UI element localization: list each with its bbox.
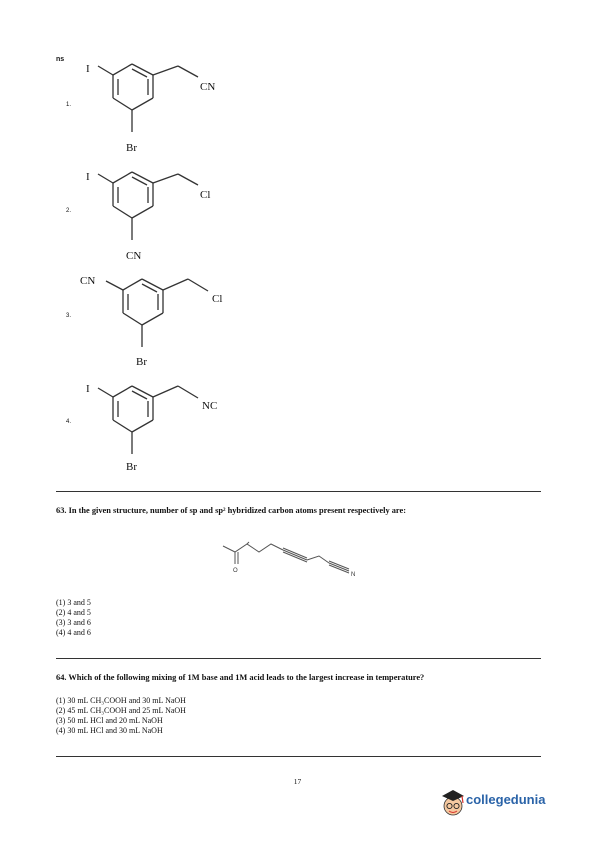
substituent-top-left: CN <box>80 275 96 287</box>
molecule-option-2 <box>60 163 260 263</box>
q63-option-4: (4) 4 and 6 <box>56 628 91 637</box>
benzene-ring <box>113 172 153 218</box>
molecule-option-4 <box>60 377 260 477</box>
divider <box>56 491 541 492</box>
q63-option-3: (3) 3 and 6 <box>56 618 91 627</box>
option-1-number: 1. <box>66 102 72 108</box>
substituent-right: Cl <box>212 293 223 305</box>
substituent-bottom: Br <box>126 142 137 154</box>
q63-option-2: (2) 4 and 5 <box>56 608 91 617</box>
substituent-bottom: CN <box>126 250 142 262</box>
molecule-option-1 <box>60 55 260 155</box>
oxygen-label: O <box>233 568 238 574</box>
substituent-right: NC <box>202 400 218 412</box>
option-2-number: 2. <box>66 208 72 214</box>
substituent-bottom: Br <box>126 461 137 473</box>
benzene-ring <box>113 386 153 432</box>
q63-structure <box>215 530 365 590</box>
benzene-ring <box>113 64 153 110</box>
q64-option-2: (2) 45 mL CH₃COOH and 25 mL NaOH <box>56 706 186 715</box>
substituent-right: CN <box>200 81 216 93</box>
q63-options <box>56 598 91 638</box>
q64-option-4: (4) 30 mL HCl and 30 mL NaOH <box>56 726 163 735</box>
section-header: ns <box>56 56 65 63</box>
option-3-number: 3. <box>66 313 72 319</box>
substituent-right: Cl <box>200 189 211 201</box>
q64-option-1: (1) 30 mL CH₃COOH and 30 mL NaOH <box>56 696 186 705</box>
nitrogen-label: N <box>351 572 356 578</box>
substituent-top-left: I <box>86 171 90 183</box>
question-64-text: 64. Which of the following mixing of 1M base and 1M acid leads to the largest increase in temperature? <box>56 673 425 682</box>
molecule-option-3 <box>60 270 260 370</box>
question-63-text: 63. In the given structure, number of sp and sp² hybridized carbon atoms present respectively are: <box>56 506 406 515</box>
benzene-ring <box>123 279 163 325</box>
q63-option-1: (1) 3 and 5 <box>56 598 91 607</box>
option-4-number: 4. <box>66 419 72 425</box>
divider <box>56 658 541 659</box>
substituent-bottom: Br <box>136 356 147 368</box>
divider <box>56 756 541 757</box>
q64-options <box>56 696 186 736</box>
page-number: 17 <box>293 777 302 786</box>
q64-option-3: (3) 50 mL HCl and 20 mL NaOH <box>56 716 163 725</box>
logo-text: collegedunia <box>466 792 546 807</box>
substituent-top-left: I <box>86 383 90 395</box>
substituent-top-left: I <box>86 63 90 75</box>
